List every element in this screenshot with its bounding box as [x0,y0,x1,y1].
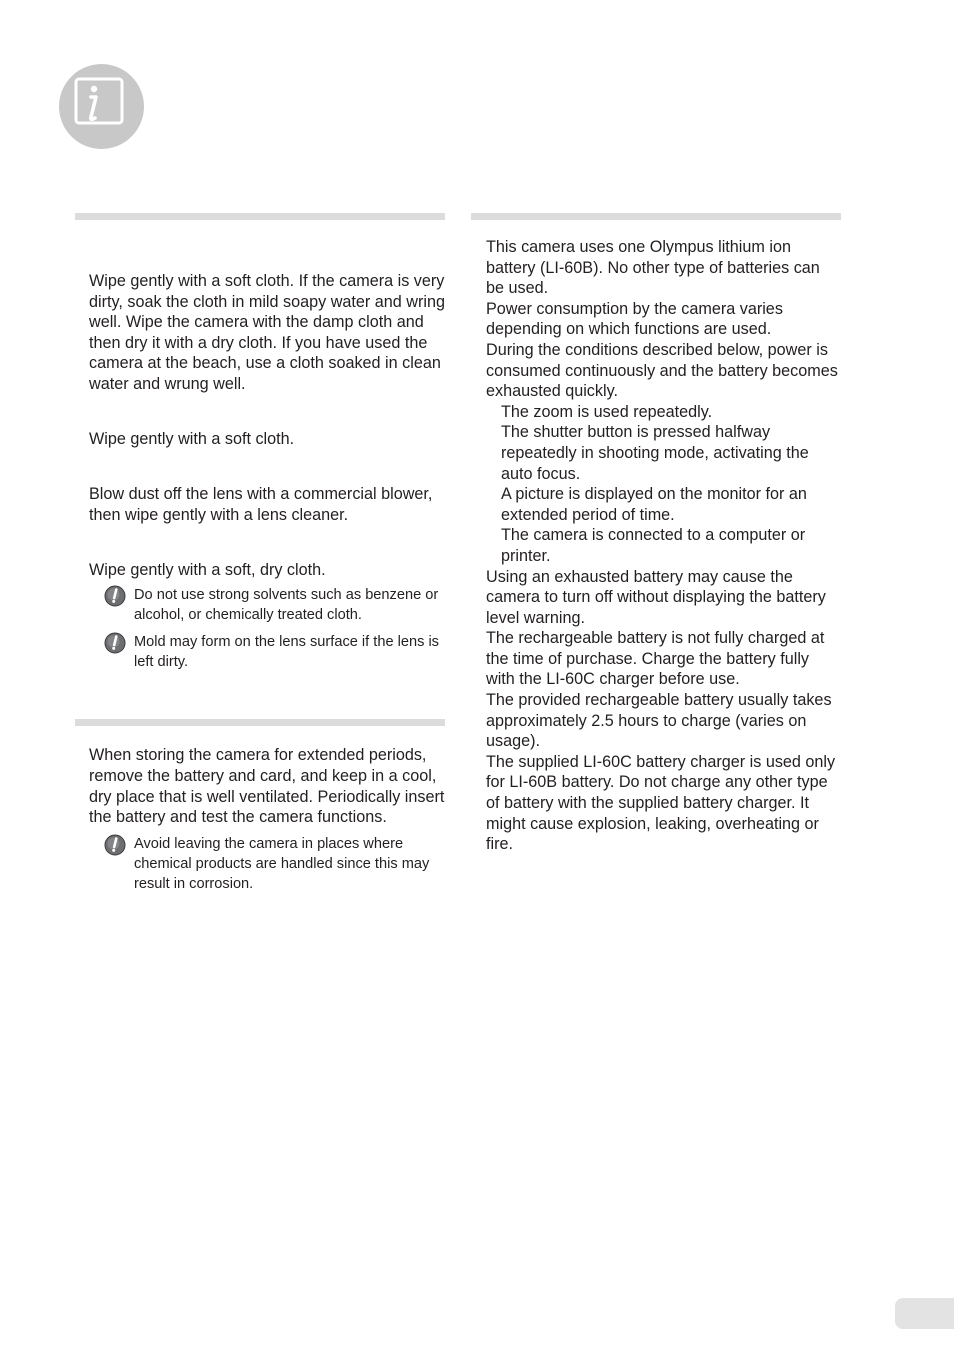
cleaning-exterior-text: Wipe gently with a soft cloth. If the camera is very dirty, soak the cloth in mild soapy water and wring well. Wipe the camera with the damp cloth and then dry it with a dry cloth. If you have used the camera at the beach, use a cloth soaked in clean water and wrung well. [89,272,445,393]
caution-note-text: Do not use strong solvents such as benzene or alcohol, or chemically treated cloth. [134,587,439,624]
cleaning-notes [75,585,445,672]
battery-sub-item: A picture is displayed on the monitor for an extended period of time. [501,485,807,524]
cleaning-section-bar [75,213,445,220]
left-column [75,213,445,894]
battery-sub-item: The zoom is used repeatedly. [501,402,713,421]
caution-note-text: Avoid leaving the camera in places where chemical products are handled since this may result in corrosion. [134,835,430,892]
caution-note [75,585,445,625]
caution-note [75,834,445,894]
info-icon [59,64,144,149]
battery-item: Using an exhausted battery may cause the camera to turn off without displaying the battery level warning. [486,567,826,627]
storage-section-bar [75,719,445,726]
battery-item: During the conditions described below, power is consumed continuously and the battery becomes exhausted quickly. [486,340,838,401]
battery-item: The provided rechargeable battery usually takes approximately 2.5 hours to charge (varies on usage). [486,691,832,751]
battery-sub-item: The shutter button is pressed halfway repeatedly in shooting mode, activating the auto focus. [501,423,809,483]
cleaning-monitor-text: Wipe gently with a soft cloth. [89,430,295,449]
caution-note-text: Mold may form on the lens surface if the lens is left dirty. [134,634,439,671]
cleaning-lens-text: Blow dust off the lens with a commercial blower, then wipe gently with a lens cleaner. [89,485,433,524]
storage-notes [75,834,445,894]
battery-item: The rechargeable battery is not fully charged at the time of purchase. Charge the battery fully with the LI-60C charger before use. [486,629,825,689]
battery-sub-item: The camera is connected to a computer or printer. [501,526,806,565]
right-column [471,213,841,855]
caution-icon [104,632,126,654]
battery-item: This camera uses one Olympus lithium ion battery (LI-60B). No other type of batteries can be used. [486,238,820,298]
caution-note [75,632,445,672]
cleaning-battery-text: Wipe gently with a soft, dry cloth. [89,560,326,579]
battery-list [471,237,841,855]
battery-section-bar [471,213,841,220]
caution-icon [104,585,126,607]
caution-icon [104,834,126,856]
battery-item: The supplied LI-60C battery charger is used only for LI-60B battery. Do not charge any other type of battery with the supplied battery charger. It might cause explosion, leaking, overheating or fire. [486,752,836,854]
battery-item: Power consumption by the camera varies depending on which functions are used. [486,299,783,339]
storage-text: When storing the camera for extended periods, remove the battery and card, and keep in a cool, dry place that is well ventilated. Periodically insert the battery and test the camera functions. [89,746,445,827]
page-tab [895,1298,954,1329]
